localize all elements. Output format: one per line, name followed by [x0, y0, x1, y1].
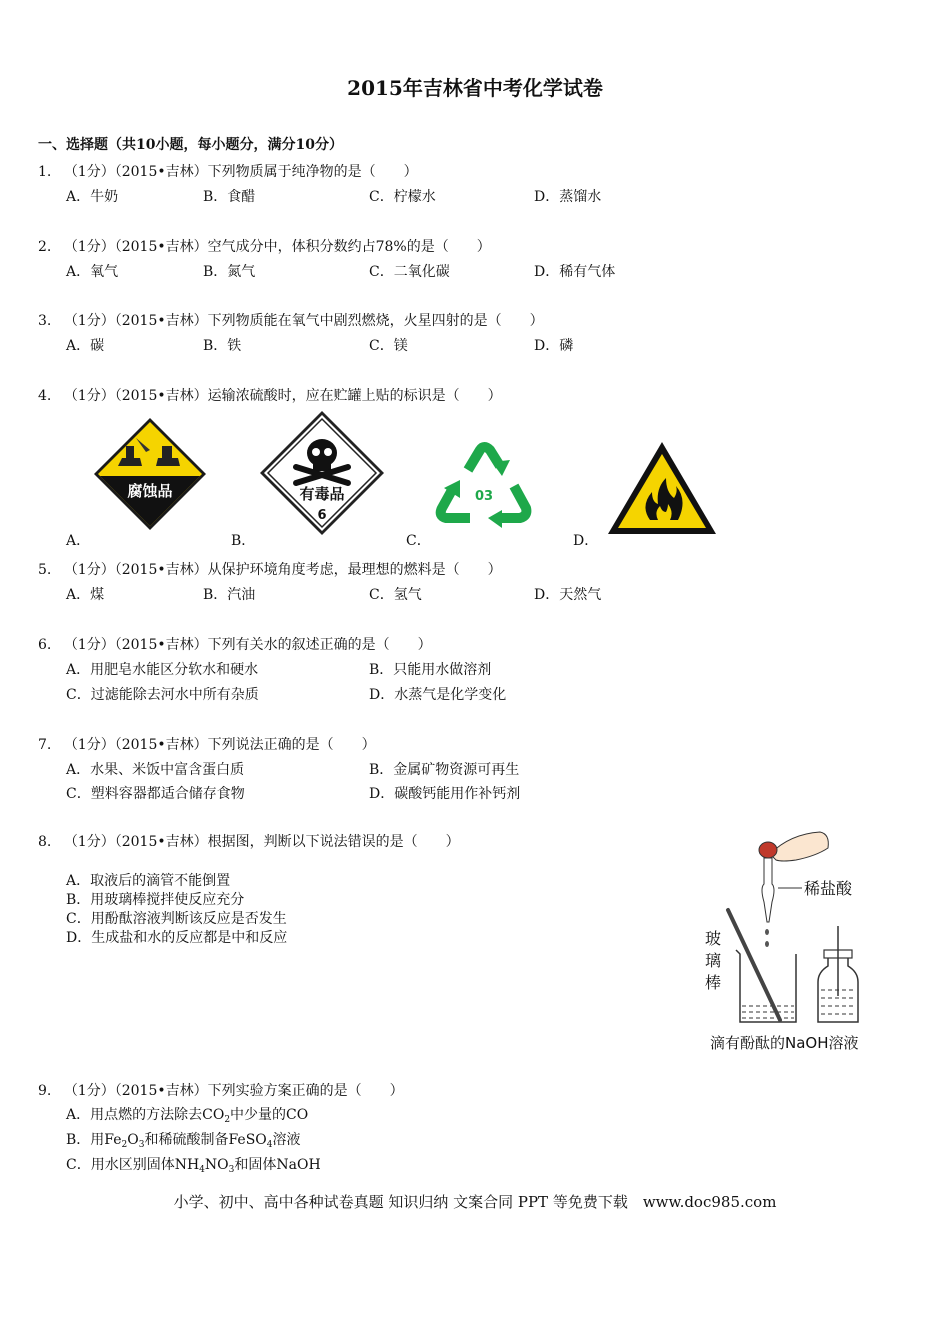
option-d: D．水蒸气是化学变化 — [369, 687, 507, 703]
toxic-sign-icon — [258, 409, 386, 537]
option-c: C． — [406, 533, 431, 549]
option-b: B． — [231, 533, 256, 549]
recycle-label: 03 — [474, 489, 494, 504]
question-number: 2. — [38, 239, 52, 255]
question-number: 3. — [38, 313, 52, 329]
option-a: A．用肥皂水能区分软水和硬水 — [66, 662, 259, 678]
option-b: B．氮气 — [203, 264, 256, 280]
toxic-label: 有毒品 — [299, 485, 345, 503]
question-1 — [38, 161, 418, 181]
option-b: B．只能用水做溶剂 — [369, 662, 492, 678]
option-c: C．塑料容器都适合储存食物 — [66, 786, 245, 802]
footer-link[interactable]: 小学、初中、高中各种试卷真题 知识归纳 文案合同 PPT 等免费下载 www.doc985.com — [173, 1193, 777, 1211]
question-text: （1分）（2015•吉林）下列实验方案正确的是（ ） — [63, 1083, 404, 1099]
question-number: 4. — [38, 388, 52, 404]
corrosive-sign-icon — [92, 416, 208, 532]
option-c: C．氢气 — [369, 587, 422, 603]
question-7 — [38, 734, 376, 754]
acid-label: 稀盐酸 — [804, 879, 853, 898]
titration-diagram — [700, 826, 885, 1056]
question-number: 7. — [38, 737, 52, 753]
question-6 — [38, 634, 432, 654]
section-heading: 一、选择题（共10小题，每小题分，满分10分） — [38, 137, 343, 153]
option-c: C．柠檬水 — [369, 189, 436, 205]
option-a: A．煤 — [66, 587, 105, 603]
option-a: A．碳 — [66, 338, 105, 354]
option-a: A．取液后的滴管不能倒置 — [66, 873, 231, 889]
question-5 — [38, 559, 502, 579]
page-title: 2015年吉林省中考化学试卷 — [347, 76, 603, 100]
question-3 — [38, 310, 544, 330]
option-a: A．牛奶 — [66, 189, 119, 205]
question-text: （1分）（2015•吉林）下列有关水的叙述正确的是（ ） — [63, 637, 432, 653]
question-text: （1分）（2015•吉林）下列说法正确的是（ ） — [63, 737, 376, 753]
option-b: B．用$Fe_2O_3$和稀硫酸制备FeSO$_4$溶液 — [66, 1132, 301, 1150]
toxic-class: 6 — [317, 508, 327, 523]
option-c: C．镁 — [369, 338, 408, 354]
question-text: （1分）（2015•吉林）空气成分中，体积分数约占78%的是（ ） — [63, 239, 491, 255]
option-c: C．过滤能除去河水中所有杂质 — [66, 687, 259, 703]
rod-label-1: 玻 — [705, 929, 722, 948]
option-b: B．金属矿物资源可再生 — [369, 762, 520, 778]
option-d: D．磷 — [534, 338, 574, 354]
question-text: （1分）（2015•吉林）运输浓硫酸时，应在贮罐上贴的标识是（ ） — [63, 388, 502, 404]
question-number: 5. — [38, 562, 52, 578]
question-number: 9. — [38, 1083, 52, 1099]
option-a: A．用点燃的方法除去$CO_2$中少量的CO — [66, 1107, 309, 1125]
question-number: 8. — [38, 834, 52, 850]
question-8 — [38, 831, 460, 851]
option-b: B．食醋 — [203, 189, 256, 205]
question-text: （1分）（2015•吉林）下列物质属于纯净物的是（ ） — [63, 164, 418, 180]
option-c: C．用酚酞溶液判断该反应是否发生 — [66, 911, 287, 927]
question-2 — [38, 236, 491, 256]
solution-caption: 滴有酚酞的NaOH溶液 — [710, 1034, 859, 1052]
question-text: （1分）（2015•吉林）根据图，判断以下说法错误的是（ ） — [63, 834, 460, 850]
option-c: C．二氧化碳 — [369, 264, 450, 280]
option-c: C．用水区别固体$NH_4NO_3$和固体NaOH — [66, 1157, 321, 1175]
option-a: A． — [66, 533, 91, 549]
flammable-sign-icon — [606, 440, 718, 536]
rod-label-3: 棒 — [705, 973, 722, 992]
rod-label-2: 璃 — [705, 951, 722, 970]
option-a: A．水果、米饭中富含蛋白质 — [66, 762, 245, 778]
question-4 — [38, 385, 502, 405]
option-d: D．生成盐和水的反应都是中和反应 — [66, 930, 288, 946]
question-text: （1分）（2015•吉林）从保护环境角度考虑，最理想的燃料是（ ） — [63, 562, 502, 578]
option-b: B．汽油 — [203, 587, 256, 603]
option-b: B．铁 — [203, 338, 242, 354]
option-b: B．用玻璃棒搅拌使反应充分 — [66, 892, 245, 908]
question-number: 6. — [38, 637, 52, 653]
option-d: D．蒸馏水 — [534, 189, 602, 205]
corrosive-label: 腐蚀品 — [127, 482, 173, 500]
question-text: （1分）（2015•吉林）下列物质能在氧气中剧烈燃烧，火星四射的是（ ） — [63, 313, 544, 329]
question-9 — [38, 1080, 404, 1100]
recycle-sign-icon — [430, 436, 538, 534]
question-number: 1. — [38, 164, 52, 180]
option-a: A．氧气 — [66, 264, 119, 280]
option-d: D． — [573, 533, 599, 549]
option-d: D．碳酸钙能用作补钙剂 — [369, 786, 521, 802]
option-d: D．天然气 — [534, 587, 602, 603]
option-d: D．稀有气体 — [534, 264, 616, 280]
